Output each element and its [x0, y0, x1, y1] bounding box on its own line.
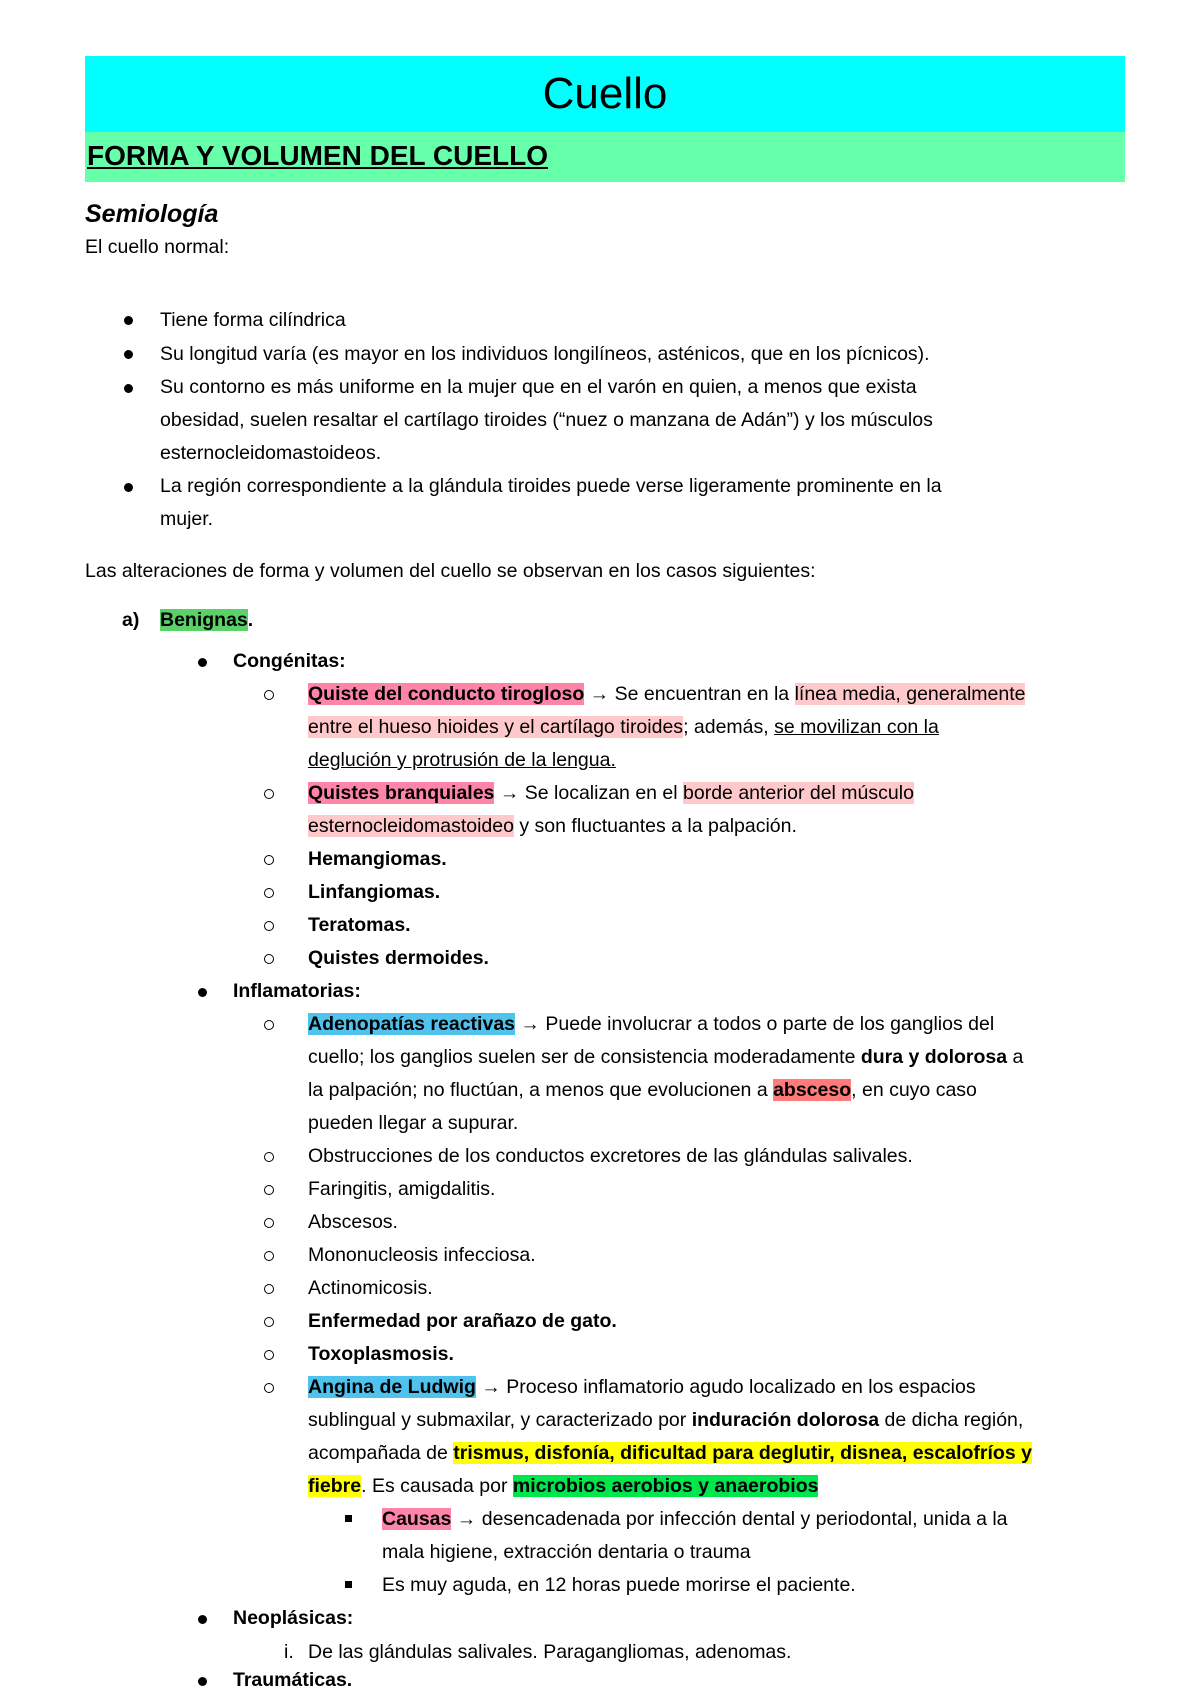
list-item: Enfermedad por arañazo de gato.	[308, 1310, 617, 1332]
list-item-continued	[308, 711, 939, 743]
section-heading: FORMA Y VOLUMEN DEL CUELLO	[87, 140, 548, 171]
circle-bullet-icon	[264, 1218, 274, 1228]
list-item-continued	[308, 1437, 1032, 1469]
term: Quistes branquiales	[308, 782, 495, 804]
highlight: fiebre	[308, 1475, 362, 1497]
list-item: Quistes dermoides.	[308, 947, 489, 969]
arrow: →	[584, 683, 615, 705]
list-item	[308, 777, 914, 809]
underlined-text: se movilizan con la	[774, 716, 939, 738]
circle-bullet-icon	[264, 1152, 274, 1162]
circle-bullet-icon	[264, 888, 274, 898]
list-item: Mononucleosis infecciosa.	[308, 1244, 536, 1266]
list-item: Hemangiomas.	[308, 848, 447, 870]
list-item	[308, 1008, 994, 1040]
highlight: trismus, disfonía, dificultad para deglutir, disnea, escalofríos y	[453, 1442, 1032, 1464]
subcategory-heading: Congénitas:	[233, 650, 346, 672]
highlight: esternocleidomastoideo	[308, 815, 514, 837]
arrow: →	[451, 1508, 482, 1530]
text: la palpación; no fluctúan, a menos que evolucionen a	[308, 1079, 774, 1101]
circle-bullet-icon	[264, 1020, 274, 1030]
subcategory-heading: Neoplásicas:	[233, 1607, 354, 1629]
text: . Es causada por	[361, 1475, 513, 1497]
circle-bullet-icon	[264, 789, 274, 799]
list-item-continued: esternocleidomastoideos.	[160, 442, 382, 464]
list-item: Abscesos.	[308, 1211, 398, 1233]
list-item	[382, 1503, 1008, 1535]
list-item-continued	[308, 810, 797, 842]
category-heading	[160, 604, 253, 636]
circle-bullet-icon	[264, 1383, 274, 1393]
text: y son fluctuantes a la palpación.	[513, 815, 797, 837]
text: de dicha región,	[879, 1409, 1024, 1431]
intro-text: El cuello normal:	[85, 236, 230, 258]
list-item-continued	[308, 1041, 1023, 1073]
page-title: Cuello	[542, 69, 668, 118]
text: sublingual y submaxilar, y caracterizado por	[308, 1409, 692, 1431]
text: Proceso inflamatorio agudo localizado en los espacios	[506, 1376, 976, 1398]
text: cuello; los ganglios suelen ser de consistencia moderadamente	[308, 1046, 861, 1068]
list-item-continued: mala higiene, extracción dentaria o trauma	[382, 1541, 751, 1563]
list-item: La región correspondiente a la glándula tiroides puede verse ligeramente prominente en la	[160, 475, 942, 497]
circle-bullet-icon	[264, 690, 274, 700]
square-bullet-icon	[345, 1515, 352, 1522]
bullet-icon	[198, 1677, 207, 1686]
list-item: Toxoplasmosis.	[308, 1343, 454, 1365]
arrow: →	[494, 782, 525, 804]
list-item-continued	[308, 1074, 977, 1106]
list-item: Obstrucciones de los conductos excretores de las glándulas salivales.	[308, 1145, 913, 1167]
highlight: entre el hueso hioides y el cartílago tiroides	[308, 716, 684, 738]
list-item: Su contorno es más uniforme en la mujer que en el varón en quien, a menos que exista	[160, 376, 917, 398]
text: Se encuentran en la	[614, 683, 795, 705]
circle-bullet-icon	[264, 1317, 274, 1327]
highlight: borde anterior del músculo	[683, 782, 914, 804]
text: , en cuyo caso	[851, 1079, 977, 1101]
subcategory-heading: Inflamatorias:	[233, 980, 361, 1002]
list-item-continued: obesidad, suelen resaltar el cartílago tiroides (“nuez o manzana de Adán”) y los músculos	[160, 409, 933, 431]
list-item: Actinomicosis.	[308, 1277, 433, 1299]
arrow: →	[475, 1376, 507, 1398]
list-item-continued: pueden llegar a supurar.	[308, 1112, 519, 1134]
list-item: Tiene forma cilíndrica	[160, 309, 346, 331]
period: .	[247, 609, 254, 631]
term: Causas	[382, 1508, 452, 1530]
text: ; además,	[683, 716, 775, 738]
bold-text: dura y dolorosa	[860, 1046, 1008, 1068]
term: Quiste del conducto tirogloso	[308, 683, 585, 705]
list-marker: i.	[284, 1641, 294, 1663]
highlight: absceso	[773, 1079, 852, 1101]
title-banner	[85, 56, 1125, 132]
text: desencadenada por infección dental y periodontal, unida a la	[481, 1508, 1008, 1530]
text: a	[1007, 1046, 1024, 1068]
list-item-continued	[308, 1404, 1023, 1436]
bullet-icon	[198, 658, 207, 667]
subheading: Semiología	[85, 200, 219, 228]
section-banner	[85, 132, 1125, 182]
list-item: Es muy aguda, en 12 horas puede morirse el paciente.	[382, 1574, 856, 1596]
paragraph: Las alteraciones de forma y volumen del cuello se observan en los casos siguientes:	[85, 560, 816, 582]
list-item: Su longitud varía (es mayor en los individuos longilíneos, asténicos, que en los pícnicos).	[160, 343, 930, 365]
underlined-text: deglución y protrusión de la lengua.	[308, 749, 616, 771]
circle-bullet-icon	[264, 855, 274, 865]
subcategory-heading: Traumáticas.	[233, 1669, 353, 1691]
list-marker: a)	[122, 609, 140, 631]
list-item	[308, 1371, 976, 1403]
list-item: Faringitis, amigdalitis.	[308, 1178, 496, 1200]
bold-text: induración dolorosa	[691, 1409, 880, 1431]
circle-bullet-icon	[264, 1251, 274, 1261]
text: Puede involucrar a todos o parte de los ganglios del	[545, 1013, 995, 1035]
highlight: microbios aerobios y anaerobios	[512, 1475, 819, 1497]
term: Adenopatías reactivas	[308, 1013, 516, 1035]
circle-bullet-icon	[264, 1284, 274, 1294]
list-item: Teratomas.	[308, 914, 411, 936]
circle-bullet-icon	[264, 1185, 274, 1195]
text: acompañada de	[308, 1442, 454, 1464]
circle-bullet-icon	[264, 921, 274, 931]
bullet-icon	[124, 384, 133, 393]
list-item-continued	[308, 1470, 818, 1502]
bullet-icon	[198, 1615, 207, 1624]
bullet-icon	[198, 988, 207, 997]
list-item-continued: mujer.	[160, 508, 214, 530]
benignas-label: Benignas	[160, 609, 248, 631]
bullet-icon	[124, 483, 133, 492]
text: Se localizan en el	[524, 782, 684, 804]
square-bullet-icon	[345, 1581, 352, 1588]
list-item: De las glándulas salivales. Paragangliomas, adenomas.	[308, 1641, 792, 1663]
list-item	[308, 678, 1025, 710]
term: Angina de Ludwig	[308, 1376, 476, 1398]
circle-bullet-icon	[264, 1350, 274, 1360]
arrow: →	[515, 1013, 546, 1035]
bullet-icon	[124, 350, 133, 359]
bullet-icon	[124, 316, 133, 325]
list-item: Linfangiomas.	[308, 881, 441, 903]
circle-bullet-icon	[264, 954, 274, 964]
highlight: línea media, generalmente	[794, 683, 1026, 705]
